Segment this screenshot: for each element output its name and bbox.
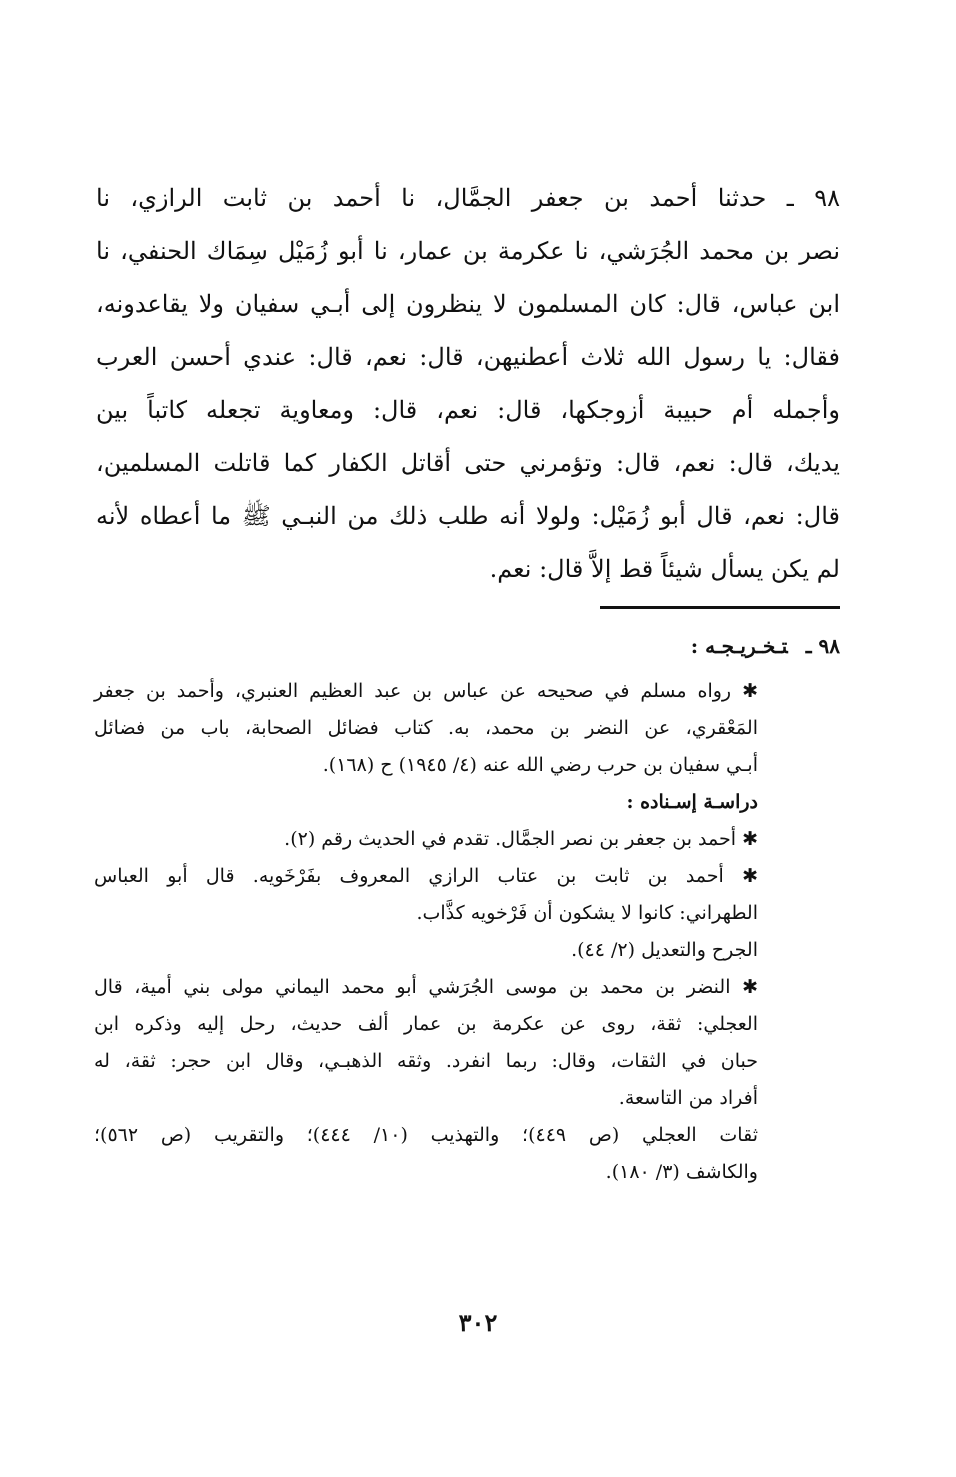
narrator-line: العجلي: ثقة، روى عن عكرمة بن عمار ألف حديث، رحل إليه وذكره ابن (94, 1013, 758, 1035)
takhrij-heading (94, 628, 840, 665)
main-text-line: يديك، قال: نعم، قال: وتؤمرني حتى أقاتل الكفار كما قاتلت المسلمين، (96, 449, 840, 477)
hadith-main-text (96, 172, 840, 596)
narrator-2-paragraph (94, 858, 758, 969)
narrator-line: أفراد من التاسعة. (618, 1087, 758, 1109)
narrator-line: الطهراني: كانوا لا يشكون أن فَرْخويه كذَّاب. (416, 902, 758, 924)
takhrij-title: تـخـريـجـه : (690, 634, 788, 658)
narrator-line: ✱ أحمد بن جعفر بن نصر الجمَّال. تقدم في الحديث رقم (٢). (284, 828, 758, 850)
main-text-line: وأجمله أم حبيبة أزوجكها، قال: نعم، قال: ومعاوية تجعله كاتباً بين (96, 396, 840, 424)
isnad-heading: دراسـة إسـناده : (626, 791, 758, 813)
page-number: ٣٠٢ (458, 1308, 498, 1337)
footnotes (94, 628, 840, 1191)
footnote-separator (600, 606, 840, 609)
main-text-line: ٩٨ ـ حدثنا أحمد بن جعفر الجمَّال، نا أحمد بن ثابت الرازي، نا (96, 184, 840, 212)
narrator-3-paragraph (94, 969, 758, 1191)
narrator-source: الجرح والتعديل (٢/ ٤٤). (571, 939, 758, 961)
main-text-line: نصر بن محمد الجُرَشي، نا عكرمة بن عمار، نا أبو زُمَيْل سِمَاك الحنفي، نا (96, 237, 840, 265)
narrator-source: والكاشف (٣/ ١٨٠). (605, 1161, 758, 1183)
takhrij-paragraph (94, 673, 758, 784)
narrator-line: ✱ النضر بن محمد بن موسى الجُرَشي أبو محمد اليماني مولى بني أمية، قال (94, 976, 758, 998)
narrator-line: ✱ أحمد بن ثابت بن عتاب الرازي المعروف بفَرْخَويه. قال أبو العباس (94, 865, 758, 887)
main-text-line: لم يكن يسأل شيئاً قط إلاَّ قال: نعم. (489, 555, 840, 583)
takhrij-line: المَعْقري، عن النضر بن محمد، به. كتاب فضائل الصحابة، باب من فضائل (94, 717, 758, 739)
main-text-line: قال: نعم، قال أبو زُمَيْل: ولولا أنه طلب ذلك من النبـي ﷺ ما أعطاه لأنه (96, 502, 840, 530)
main-text-line: ابن عباس، قال: كان المسلمون لا ينظرون إلى أبـي سفيان ولا يقاعدونه، (96, 290, 840, 318)
narrator-line: حبان في الثقات، وقال: ربما انفرد. وثقه الذهبـي، وقال ابن حجر: ثقة، له (94, 1050, 758, 1072)
takhrij-number: ٩٨ ـ (805, 634, 840, 658)
main-text-line: فقال: يا رسول الله ثلاث أعطنيهن، قال: نعم، قال: عندي أحسن العرب (96, 343, 840, 371)
narrator-source: ثقات العجلي (ص ٤٤٩)؛ والتهذيب (١٠/ ٤٤٤)؛ والتقريب (ص ٥٦٢)؛ (94, 1124, 758, 1146)
takhrij-line: أبـي سفيان بن حرب رضي الله عنه (٤/ ١٩٤٥) ح (١٦٨). (322, 754, 758, 776)
takhrij-line: ✱ رواه مسلم في صحيحه عن عباس بن عبد العظيم العنبري، وأحمد بن جعفر (94, 680, 758, 702)
narrator-1-paragraph (94, 821, 758, 858)
